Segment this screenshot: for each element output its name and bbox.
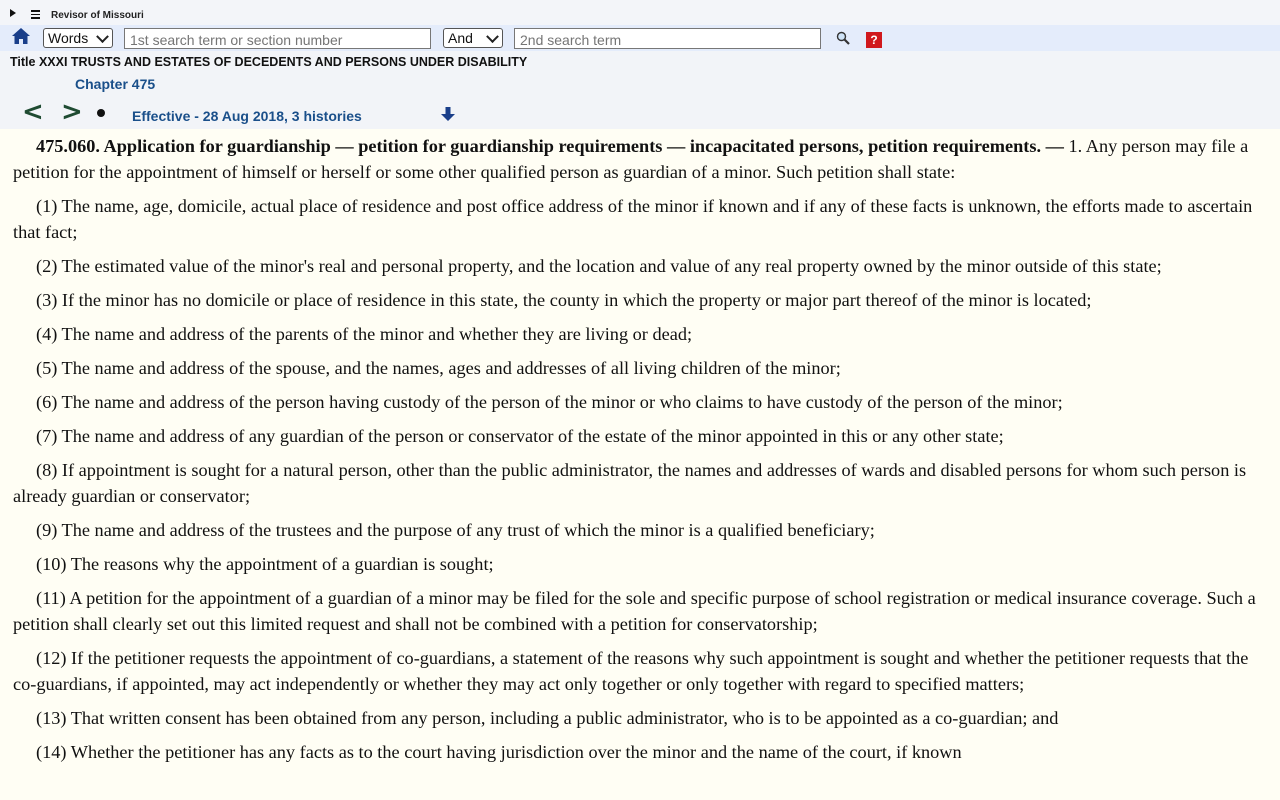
search-operator-select[interactable] [443,28,503,48]
chevron-down-icon [486,30,499,43]
list-item: (5) The name and address of the spouse, and the names, ages and addresses of all living children of the minor; [36,358,841,378]
effective-date-link[interactable]: Effective - 28 Aug 2018, 3 histories [132,108,362,124]
first-search-input[interactable] [124,28,431,49]
statute-text [0,129,1280,800]
list-item: (6) The name and address of the person having custody of the person of the minor or who claims to have custody of the person of the minor; [36,392,1063,412]
list-item: (13) That written consent has been obtained from any person, including a public administrator, who is to be appointed as a co-guardian; and [36,708,1059,728]
list-item: (8) If appointment is sought for a natural person, other than the public administrator, the names and addresses of wards and disabled persons for whom such person is already guardian or conservator; [13,460,1247,506]
magnifier-icon[interactable] [836,31,850,45]
list-item: (1) The name, age, domicile, actual place of residence and post office address of the minor if known and if any of these facts is unknown, the efforts made to ascertain that fact; [13,196,1253,242]
previous-section-button[interactable]: < [22,97,44,127]
list-item: (7) The name and address of any guardian of the person or conservator of the estate of the minor appointed in this or any other state; [36,426,1004,446]
title-line[interactable]: Title XXXI TRUSTS AND ESTATES OF DECEDENTS AND PERSONS UNDER DISABILITY [10,55,528,69]
list-item: (4) The name and address of the parents of the minor and whether they are living or dead; [36,324,693,344]
section-intro [0,133,1280,185]
chevron-down-icon [96,30,109,43]
hamburger-icon[interactable] [31,10,40,21]
home-icon[interactable] [11,27,31,45]
top-bar [0,0,1280,25]
list-item: (3) If the minor has no domicile or place of residence in this state, the county in which the property or major part thereof of the minor is located; [36,290,1092,310]
search-mode-value: Words [48,30,89,46]
question-icon[interactable]: ? [866,32,882,48]
list-item: (12) If the petitioner requests the appointment of co-guardians, a statement of the reasons why such appointment is sought and whether the petitioner requests that the co-guardians, if appointed, may act independently or whether they may act only together or only together with regard to specified matters; [13,648,1249,694]
list-item: (10) The reasons why the appointment of a guardian is sought; [36,554,494,574]
next-section-button[interactable]: > [61,97,83,127]
triangle-right-icon[interactable] [10,9,16,17]
search-mode-select[interactable] [43,28,113,48]
section-dot-icon[interactable] [97,109,105,117]
search-bar [0,25,1280,51]
list-item: (11) A petition for the appointment of a guardian of a minor may be filed for the sole and specific purpose of school registration or medical insurance coverage. Such a petition shall clearly set out this limited request and shall not be combined with a petition for conservatorship; [13,588,1256,634]
search-operator-value: And [448,30,473,46]
list-item: (9) The name and address of the trustees and the purpose of any trust of which the minor is a qualified beneficiary; [36,520,875,540]
second-search-input[interactable] [514,28,821,49]
arrow-down-icon[interactable] [440,106,456,122]
site-title[interactable]: Revisor of Missouri [51,10,144,21]
section-heading: 475.060. Application for guardianship — petition for guardianship requirements — incapacitated persons, petition requirements. — [36,136,1064,156]
list-item: (2) The estimated value of the minor's real and personal property, and the location and value of any real property owned by the minor outside of this state; [36,256,1162,276]
list-item: (14) Whether the petitioner has any facts as to the court having jurisdiction over the minor and the name of the court, if known [36,742,962,762]
chapter-link[interactable]: Chapter 475 [75,76,156,92]
section-intro-text: 1. Any person may file a petition for the appointment of himself or herself or some other qualified person as guardian of a minor. Such petition shall state: [13,136,1249,182]
